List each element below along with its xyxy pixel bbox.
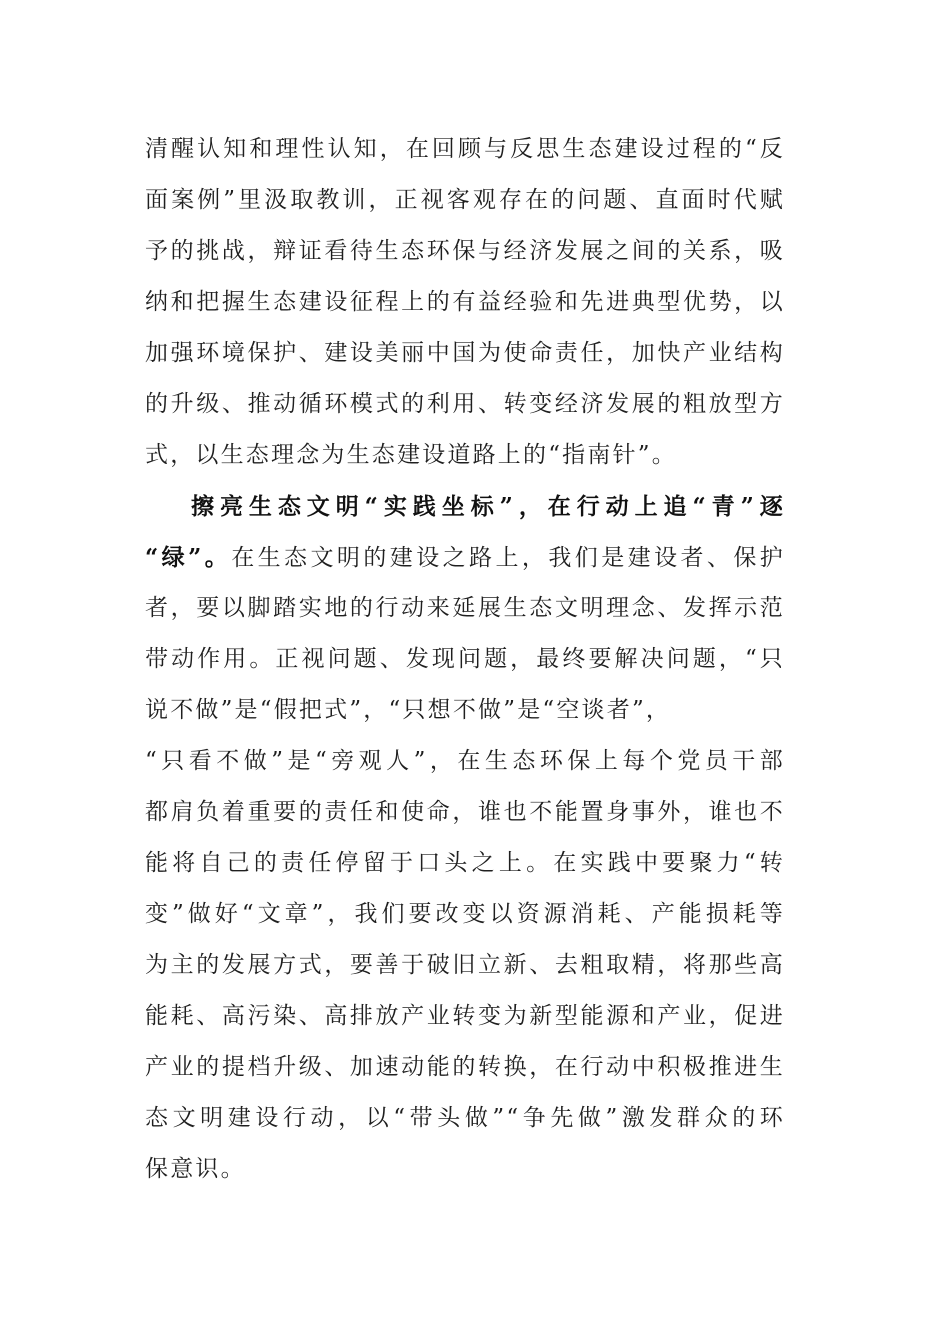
document-body — [145, 124, 785, 1195]
text-line: 式，以生态理念为生态建设道路上的“指南针”。 — [145, 442, 677, 468]
text-line-rest: 在生态文明的建设之路上，我们是建设者、保护 — [231, 545, 785, 571]
text-line: 清醒认知和理性认知，在回顾与反思生态建设过程的“反 — [145, 136, 785, 162]
text-line: 纳和把握生态建设征程上的有益经验和先进典型优势，以 — [145, 289, 785, 315]
text-line: 保意识。 — [145, 1156, 246, 1182]
paragraph-heading-end: “绿”。 — [145, 544, 232, 571]
text-line: 的升级、推动循环模式的利用、转变经济发展的粗放型方 — [145, 391, 785, 417]
text-line: 带动作用。正视问题、发现问题，最终要解决问题，“只 — [145, 646, 785, 672]
text-line: 都肩负着重要的责任和使命，谁也不能置身事外，谁也不 — [145, 799, 785, 825]
text-line: 为主的发展方式，要善于破旧立新、去粗取精，将那些高 — [145, 952, 785, 978]
text-line: 予的挑战，辩证看待生态环保与经济发展之间的关系，吸 — [145, 238, 785, 264]
text-line: 态文明建设行动，以“带头做”“争先做”激发群众的环 — [145, 1105, 785, 1131]
text-line: 能耗、高污染、高排放产业转变为新型能源和产业，促进 — [145, 1003, 785, 1029]
paragraph-1 — [145, 124, 785, 481]
text-line — [145, 532, 785, 583]
text-line: 加强环境保护、建设美丽中国为使命责任，加快产业结构 — [145, 340, 785, 366]
text-line: 产业的提档升级、加速动能的转换，在行动中积极推进生 — [145, 1054, 785, 1080]
text-line: 者，要以脚踏实地的行动来延展生态文明理念、发挥示范 — [145, 595, 785, 621]
paragraph-heading: 擦亮生态文明“实践坐标”，在行动上追“青”逐 — [191, 493, 785, 520]
text-line: “只看不做”是“旁观人”，在生态环保上每个党员干部 — [145, 748, 785, 774]
text-line: 变”做好“文章”，我们要改变以资源消耗、产能损耗等 — [145, 901, 785, 927]
paragraph-2 — [145, 481, 785, 1195]
text-line: 面案例”里汲取教训，正视客观存在的问题、直面时代赋 — [145, 187, 785, 213]
text-line: 说不做”是“假把式”，“只想不做”是“空谈者”， — [145, 697, 672, 723]
text-line: 能将自己的责任停留于口头之上。在实践中要聚力“转 — [145, 850, 785, 876]
